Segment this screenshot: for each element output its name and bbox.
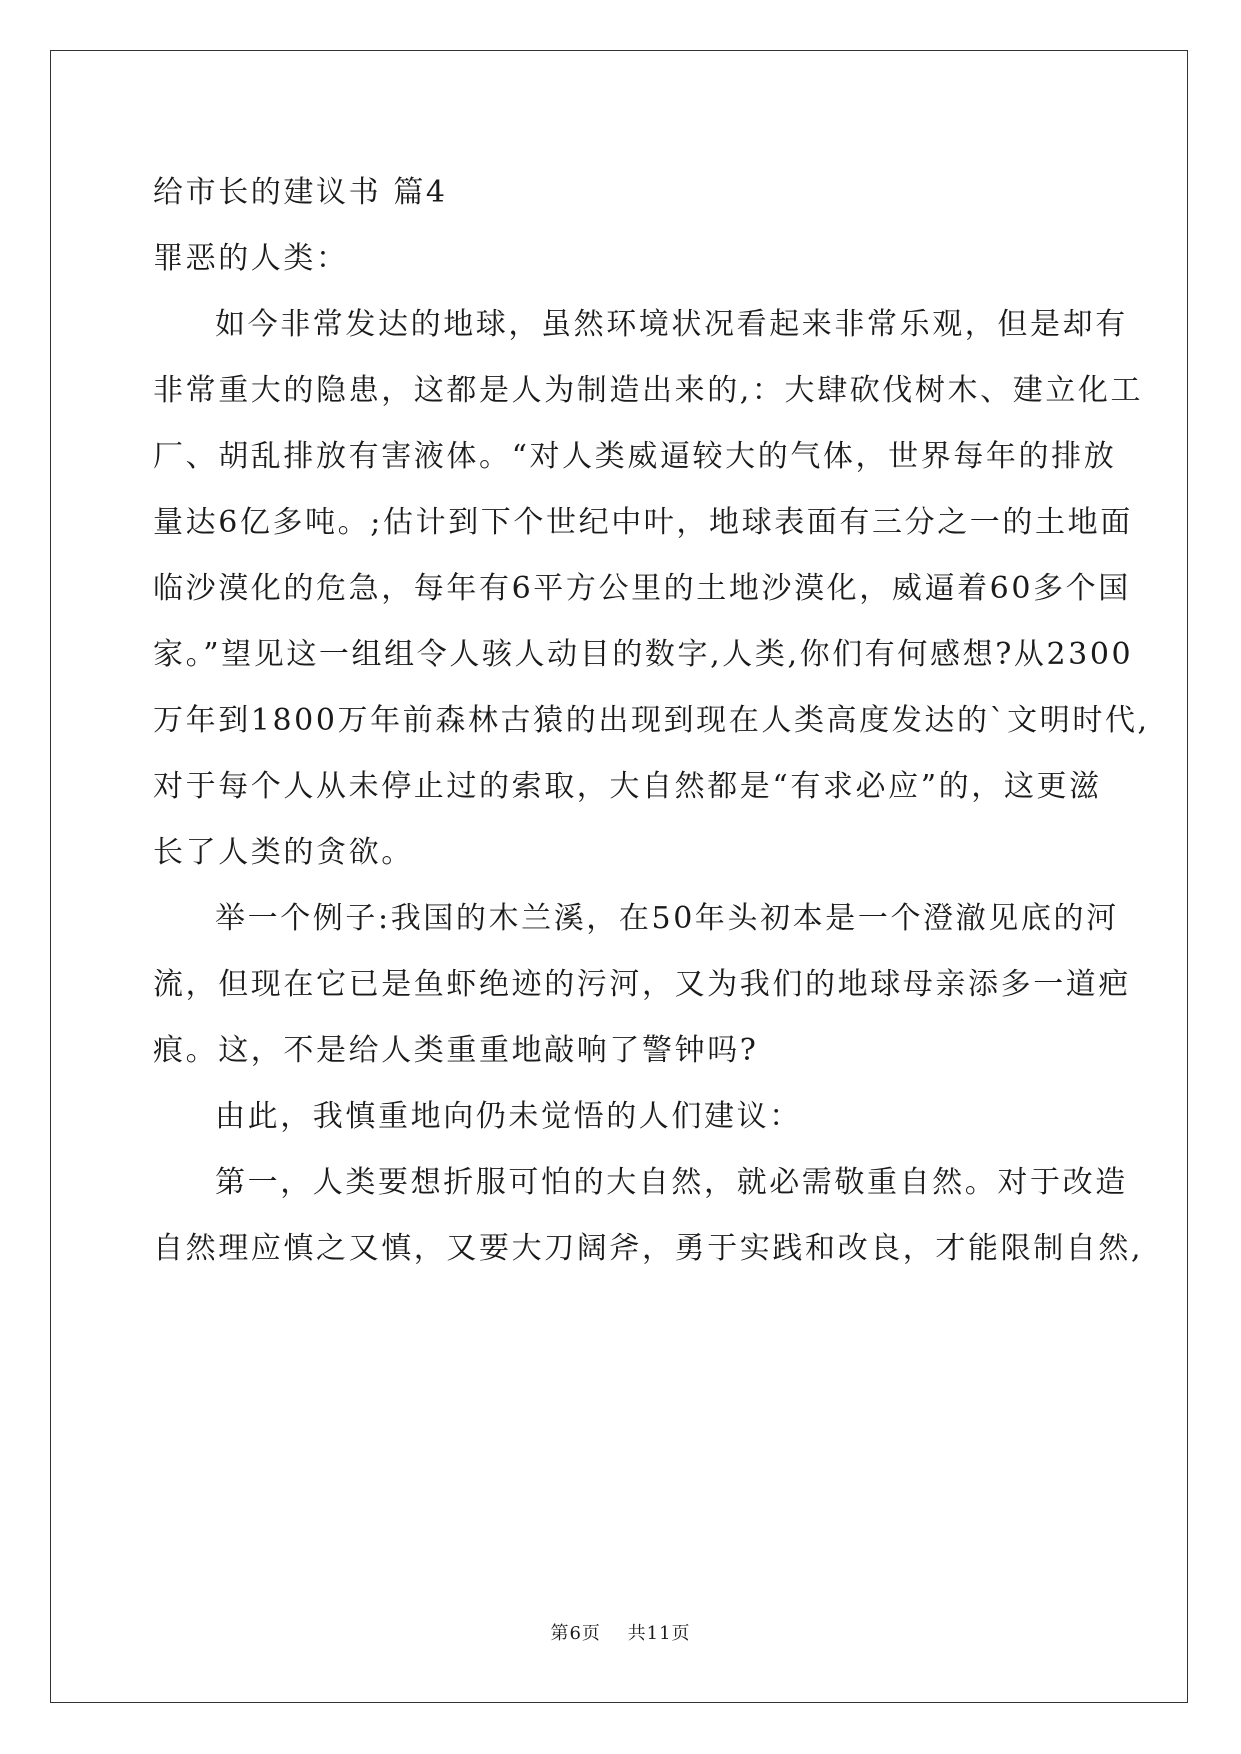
paragraph-2 [153,886,1131,1084]
document-body [153,160,1150,1282]
page-footer [0,1622,1241,1646]
paragraph-4 [153,1150,1144,1282]
paragraph-1 [153,292,1150,886]
page-total: 共11页 [627,1623,691,1644]
paragraph-line: 由此，我慎重地向仍未觉悟的人们建议： [215,1099,802,1134]
salutation: 罪恶的人类： [153,241,349,276]
paragraph-line: 自然理应慎之又慎，又要大刀阔斧，勇于实践和改良，才能限制自然, [153,1231,1144,1266]
paragraph-line: 万年到1800万年前森林古猿的出现到现在人类高度发达的`文明时代, [153,703,1150,738]
paragraph-line: 临沙漠化的危急，每年有6平方公里的土地沙漠化，威逼着60多个国 [153,571,1131,606]
paragraph-line: 痕。这，不是给人类重重地敲响了警钟吗? [153,1033,759,1068]
paragraph-line: 如今非常发达的地球，虽然环境状况看起来非常乐观，但是却有 [215,307,1128,342]
document-title: 给市长的建议书 篇4 [153,175,448,210]
page-number: 第6页 [550,1623,601,1644]
paragraph-line: 长了人类的贪欲。 [153,835,414,870]
paragraph-line: 厂、胡乱排放有害液体。“对人类威逼较大的气体，世界每年的排放 [153,439,1117,474]
paragraph-line: 对于每个人从未停止过的索取，大自然都是“有求必应”的，这更滋 [153,769,1102,804]
paragraph-line: 举一个例子:我国的木兰溪，在50年头初本是一个澄澈见底的河 [215,901,1119,936]
paragraph-line: 第一，人类要想折服可怕的大自然，就必需敬重自然。对于改造 [215,1165,1128,1200]
paragraph-3 [153,1084,1093,1150]
paragraph-line: 量达6亿多吨。;估计到下个世纪中叶，地球表面有三分之一的土地面 [153,505,1133,540]
paragraph-line: 家。”望见这一组组令人骇人动目的数字,人类,你们有何感想?从2300 [153,637,1134,672]
paragraph-line: 非常重大的隐患，这都是人为制造出来的,：大肆砍伐树木、建立化工 [153,373,1144,408]
paragraph-line: 流，但现在它已是鱼虾绝迹的污河，又为我们的地球母亲添多一道疤 [153,967,1131,1002]
